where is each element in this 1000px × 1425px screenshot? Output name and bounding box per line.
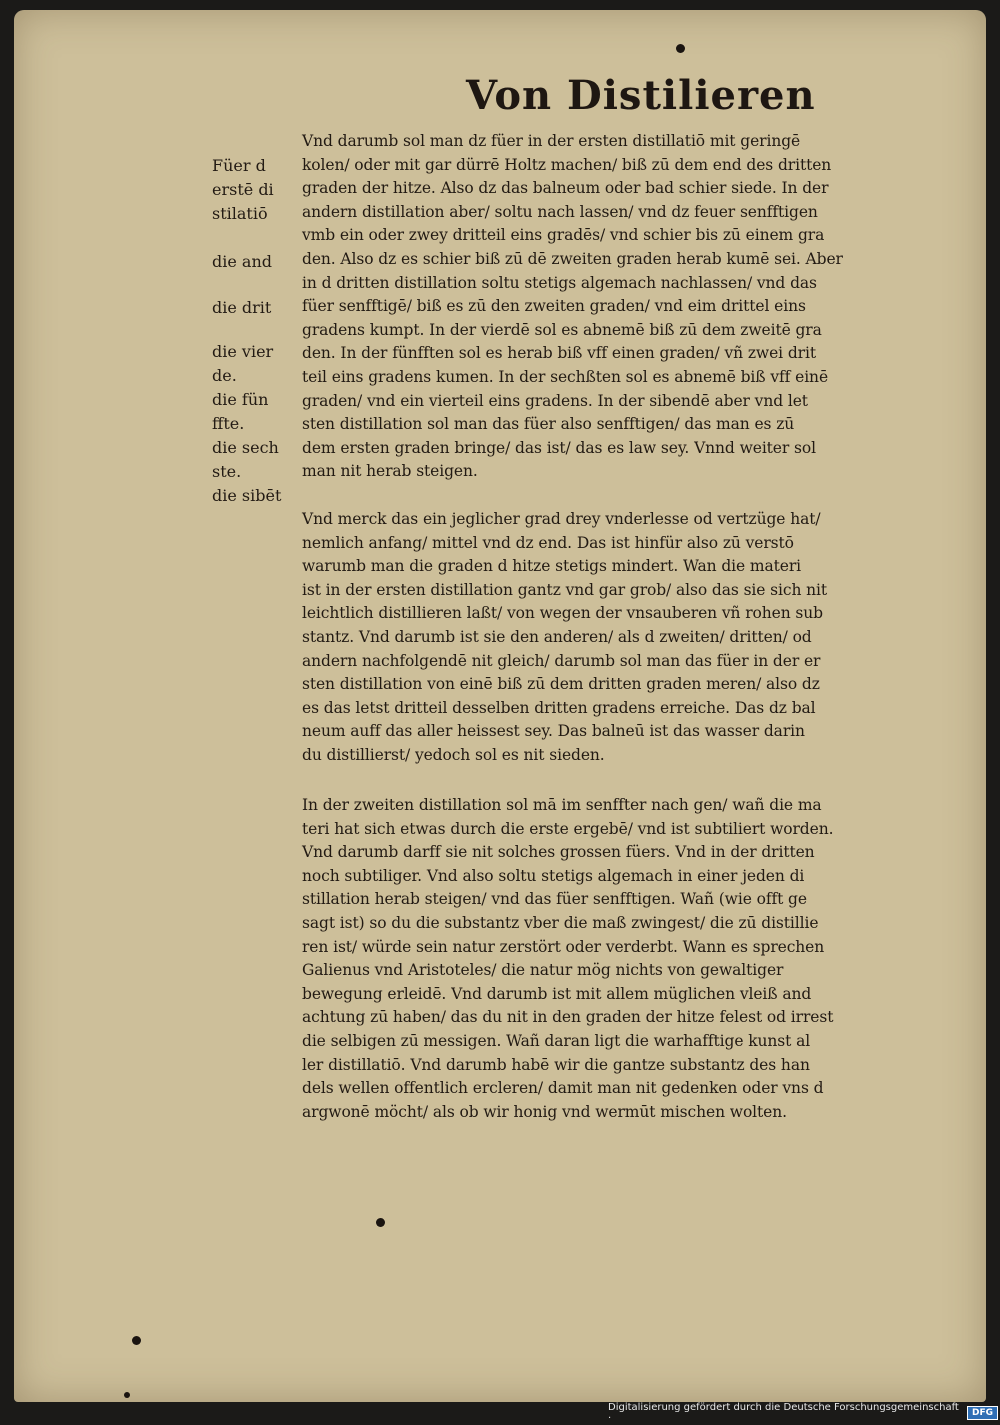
text-line: noch subtiliger. Vnd also soltu stetigs algemach in einer jeden di	[302, 866, 805, 885]
page-heading: Von Distilieren	[466, 72, 816, 119]
text-line: man nit herab steigen.	[302, 462, 478, 481]
text-line: stantz. Vnd darumb ist sie den anderen/ als d zweiten/ dritten/ od	[302, 627, 812, 646]
ink-dot	[124, 1392, 130, 1398]
text-line: nemlich anfang/ mittel vnd dz end. Das ist hinfür also zū verstō	[302, 533, 794, 552]
text-line: graden/ vnd ein vierteil eins gradens. In der sibendē aber vnd let	[302, 391, 808, 410]
margin-note: die fün	[212, 390, 269, 409]
text-line: In der zweiten distillation sol mā im senffter nach gen/ wañ die ma	[302, 796, 822, 814]
text-line: graden der hitze. Also dz das balneum oder bad schier siede. In der	[302, 179, 829, 198]
footer-text: Digitalisierung gefördert durch die Deutsche Forschungsgemeinschaft ·	[608, 1402, 959, 1424]
text-line: argwonē möcht/ als ob wir honig vnd wermūt mischen wolten.	[302, 1102, 787, 1121]
ink-dot	[376, 1218, 385, 1227]
text-line: ler distillatiō. Vnd darumb habē wir die gantze substantz des han	[302, 1055, 810, 1074]
margin-note: ffte.	[212, 414, 245, 433]
margin-note: die sibēt	[212, 486, 282, 505]
text-line: es das letst dritteil desselben dritten gradens erreiche. Das dz bal	[302, 698, 816, 717]
text-line: vmb ein oder zwey dritteil eins gradēs/ vnd schier bis zū einem gra	[302, 226, 825, 245]
text-line: füer senfftigē/ biß es zū den zweiten graden/ vnd eim drittel eins	[302, 297, 806, 316]
text-line: dels wellen offentlich ercleren/ damit man nit gedenken oder vns d	[302, 1079, 824, 1098]
text-line: sagt ist) so du die substantz vber die maß zwingest/ die zū distillie	[302, 913, 819, 932]
text-line: die selbigen zū messigen. Wañ daran ligt die warhafftige kunst al	[302, 1031, 811, 1050]
margin-note: Füer d	[212, 156, 266, 175]
text-line: den. Also dz es schier biß zū dē zweiten graden herab kumē sei. Aber	[302, 249, 843, 268]
text-line: andern nachfolgendē nit gleich/ darumb sol man das füer in der er	[302, 651, 821, 670]
text-line: ist in der ersten distillation gantz vnd gar grob/ also das sie sich nit	[302, 580, 828, 599]
text-line: stillation herab steigen/ vnd das füer senfftigen. Wañ (wie offt ge	[302, 890, 807, 909]
text-line: Vnd darumb sol man dz füer in der ersten distillatiō mit geringē	[302, 132, 801, 150]
text-line: den. In der fünfften sol es herab biß vff einen graden/ vñ zwei drit	[302, 344, 816, 363]
text-line: Galienus vnd Aristoteles/ die natur mög nichts von gewaltiger	[302, 961, 784, 980]
digitization-footer	[608, 1404, 998, 1422]
text-line: gradens kumpt. In der vierdē sol es abnemē biß zū dem zweitē gra	[302, 320, 822, 339]
text-line: achtung zū haben/ das du nit in den graden der hitze felest od irrest	[302, 1008, 834, 1027]
text-line: bewegung erleidē. Vnd darumb ist mit allem müglichen vleiß and	[302, 984, 812, 1003]
ink-dot	[676, 44, 685, 53]
margin-note: stilatiō	[212, 204, 268, 223]
text-line: teil eins gradens kumen. In der sechßten sol es abnemē biß vff einē	[302, 367, 829, 386]
text-line: teri hat sich etwas durch die erste ergebē/ vnd ist subtiliert worden.	[302, 819, 834, 838]
text-line: kolen/ oder mit gar dürrē Holtz machen/ biß zū dem end des dritten	[302, 155, 832, 174]
paragraph	[302, 130, 932, 484]
margin-note: erstē di	[212, 180, 274, 199]
text-line: neum auff das aller heissest sey. Das balneū ist das wasser darin	[302, 722, 805, 741]
text-line: ren ist/ würde sein natur zerstört oder verderbt. Wann es sprechen	[302, 937, 825, 956]
text-line: leichtlich distillieren laßt/ von wegen der vnsauberen vñ rohen sub	[302, 604, 823, 623]
text-line: in d dritten distillation soltu stetigs algemach nachlassen/ vnd das	[302, 273, 817, 292]
text-line: andern distillation aber/ soltu nach lassen/ vnd dz feuer senfftigen	[302, 202, 818, 221]
text-line: Vnd darumb darff sie nit solches grossen füers. Vnd in der dritten	[302, 843, 815, 862]
text-line: Vnd merck das ein jeglicher grad drey vnderlesse od vertzüge hat/	[302, 510, 821, 528]
margin-note: die vier	[212, 342, 274, 361]
margin-note: ste.	[212, 462, 242, 481]
text-line: sten distillation sol man das füer also senfftigen/ das man es zū	[302, 415, 795, 434]
margin-note: de.	[212, 366, 237, 385]
text-line: sten distillation von einē biß zū dem dritten graden meren/ also dz	[302, 675, 820, 694]
paragraph	[302, 508, 932, 768]
text-line: du distillierst/ yedoch sol es nit sieden.	[302, 745, 605, 764]
text-line: dem ersten graden bringe/ das ist/ das es law sey. Vnnd weiter sol	[302, 438, 816, 457]
text-line: warumb man die graden d hitze stetigs mindert. Wan die materi	[302, 557, 802, 576]
ink-dot	[132, 1336, 141, 1345]
scanned-page	[14, 10, 986, 1402]
margin-note: die drit	[212, 298, 272, 317]
margin-note: die and	[212, 252, 272, 271]
paragraph	[302, 794, 932, 1124]
dfg-logo: DFG	[967, 1406, 998, 1420]
margin-note: die sech	[212, 438, 279, 457]
